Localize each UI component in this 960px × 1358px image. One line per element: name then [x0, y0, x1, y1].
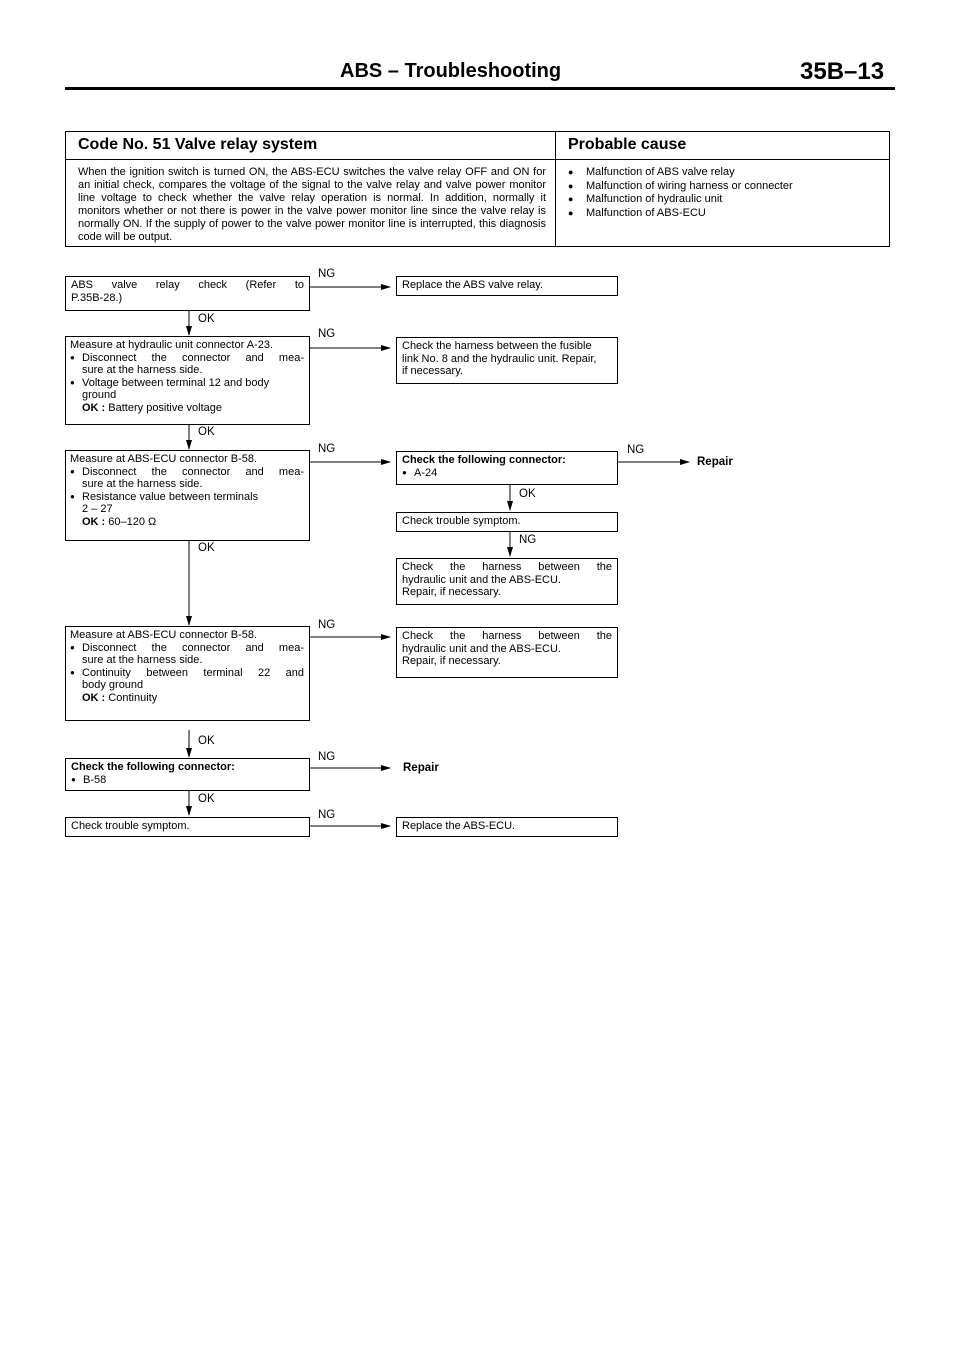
ok-criteria-value: Continuity	[108, 691, 158, 704]
step-text: Repair, if necessary.	[402, 586, 501, 598]
step-text: Measure at hydraulic unit connector A-23.	[70, 339, 274, 351]
step-text: if necessary.	[402, 365, 463, 377]
step-text: Check the harness between the fusible	[402, 340, 592, 352]
bullet-item-cont: body ground	[82, 679, 144, 691]
abs-ecu-continuity-box	[65, 626, 310, 721]
ok-label: OK	[198, 793, 215, 805]
ok-criteria	[70, 402, 304, 415]
harness-check-box	[396, 627, 618, 678]
bullet-item: ● Disconnect the connector and mea-	[70, 466, 304, 479]
step-text: hydraulic unit and the ABS-ECU.	[402, 573, 561, 586]
ok-label: OK	[198, 426, 215, 438]
bullet-item-cont: sure at the harness side.	[82, 364, 203, 376]
probable-cause-header: Probable cause	[556, 132, 889, 160]
ok-criteria-label: OK :	[82, 691, 106, 704]
valve-relay-check-box	[65, 276, 310, 311]
code-description: When the ignition switch is turned ON, the ABS-ECU switches the valve relay OFF and ON for an initial check, compares the voltage of the signal to the valve relay and valve power monitor line voltage to check whether the valve relay operation is normal. In addition, normally it monitors whether or not there is power in the valve power monitor line since the valve relay is normally ON. If the supply of power to the valve power monitor line is interrupted, this diagnosis code will be output.	[66, 160, 556, 246]
step-text: ABS valve relay check (Refer to	[71, 279, 304, 291]
ng-label: NG	[627, 444, 645, 456]
bullet-item: ● Resistance value between terminals	[70, 491, 304, 504]
bullet-item: ● B-58	[71, 774, 304, 787]
step-text: Check the following connector:	[71, 761, 235, 773]
ok-criteria-label: OK :	[82, 515, 106, 528]
step-text: Check the following connector:	[402, 454, 566, 466]
ok-label: OK	[198, 542, 215, 554]
final-trouble-symptom-box: Check trouble symptom.	[65, 817, 310, 837]
connector-a24-box	[396, 451, 618, 485]
fusible-link-harness-box	[396, 337, 618, 384]
code-table-title: Code No. 51 Valve relay system	[66, 132, 556, 160]
ng-label: NG	[318, 809, 336, 821]
ok-label: OK	[198, 735, 215, 747]
hydraulic-unit-connector-box	[65, 336, 310, 425]
bullet-item-cont: 2 – 27	[82, 503, 113, 515]
cause-item: ● Malfunction of ABS valve relay	[566, 166, 889, 180]
bullet-item-cont: sure at the harness side.	[82, 478, 203, 490]
page-number: 35B–13	[800, 58, 885, 85]
abs-ecu-resistance-box	[65, 450, 310, 541]
connector-b58-box	[65, 758, 310, 791]
page-title: ABS – Troubleshooting	[340, 60, 562, 82]
ok-criteria-value: 60–120 Ω	[108, 515, 157, 528]
repair-label: Repair	[403, 762, 439, 774]
step-text: link No. 8 and the hydraulic unit. Repair,	[402, 352, 597, 365]
replace-valve-relay-box: Replace the ABS valve relay.	[396, 276, 618, 296]
step-text: Check the harness between the	[402, 561, 612, 573]
check-trouble-symptom-box: Check trouble symptom.	[396, 512, 618, 532]
ng-label: NG	[318, 443, 336, 455]
bullet-item: ● Voltage between terminal 12 and body	[70, 377, 304, 390]
bullet-item-cont: sure at the harness side.	[82, 654, 203, 666]
bullet-item-cont: ground	[82, 389, 117, 401]
replace-abs-ecu-box: Replace the ABS-ECU.	[396, 817, 618, 837]
step-text: Repair, if necessary.	[402, 655, 501, 667]
bullet-item: ● A-24	[402, 467, 612, 480]
step-text: hydraulic unit and the ABS-ECU.	[402, 642, 561, 655]
ok-criteria-label: OK :	[82, 401, 106, 414]
step-text: P.35B-28.)	[71, 291, 123, 304]
ok-criteria	[70, 516, 304, 529]
ok-label: OK	[198, 313, 215, 325]
ng-label: NG	[318, 328, 336, 340]
cause-item: ● Malfunction of ABS-ECU	[566, 207, 889, 221]
cause-item: ● Malfunction of hydraulic unit	[566, 193, 889, 207]
repair-label: Repair	[697, 456, 733, 468]
bullet-item: ● Continuity between terminal 22 and	[70, 667, 304, 680]
step-text: Measure at ABS-ECU connector B-58.	[70, 629, 258, 641]
bullet-item: ● Disconnect the connector and mea-	[70, 642, 304, 655]
bullet-item: ● Disconnect the connector and mea-	[70, 352, 304, 365]
ng-label: NG	[318, 751, 336, 763]
ng-label: NG	[318, 268, 336, 280]
ok-criteria-value: Battery positive voltage	[108, 401, 223, 414]
step-text: Measure at ABS-ECU connector B-58.	[70, 453, 258, 465]
ok-criteria	[70, 692, 304, 705]
ng-label: NG	[519, 534, 537, 546]
cause-item: ● Malfunction of wiring harness or connecter	[566, 180, 889, 194]
ng-label: NG	[318, 619, 336, 631]
harness-check-box	[396, 558, 618, 605]
step-text: Check the harness between the	[402, 630, 612, 642]
ok-label: OK	[519, 488, 536, 500]
